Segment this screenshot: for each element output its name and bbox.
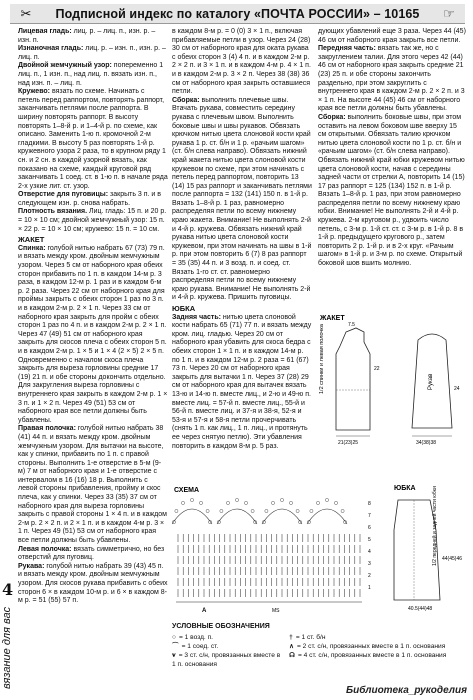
legend-text: = 2 ст. с/н, провязанных вместе в 1 п. основания (296, 643, 446, 650)
paragraph (18, 208, 168, 234)
paragraph (18, 88, 168, 191)
paragraph-heading: Задняя часть: (172, 313, 221, 321)
chain-stitch-mark (175, 509, 178, 512)
legend-text: = 1 соед. ст. (181, 643, 219, 650)
hand-pointer-icon: ☞ (443, 5, 455, 21)
paragraph-text: вязать по схеме. Начинать с петель перед раппортом, повторять раппорт, заканчивать петлями после раппорта. В ширину повторять раппорт. В высоту повторять 1–8-й р. и 1–4-й р. по схеме, как описано. Заменить 1-ю п. кромочной 2-м гладкими. В высоту 5 раз повторять 1-й р. кружевного узора 2 раза, то в крупном ряду 1 сн. и 2 сн. в каждой узорной вязать, как показано на схеме, каждый круговой ряд заканчивать 1 соед. ст. в 1-ю п. в начале ряда 2-х узкие лит. ст. узор. (18, 88, 168, 190)
legend-item (172, 642, 283, 651)
sidebar (0, 580, 16, 695)
chain-stitch-mark (271, 501, 274, 504)
chain-stitch-mark (265, 509, 268, 512)
chain-stitch-mark (190, 498, 193, 501)
paragraph-text: закрыть 3 п. и в следующем изн. р. снова набрать. (18, 191, 162, 207)
scissors-icon: ✂ (20, 5, 32, 21)
paragraph-text: голубой нитью набрать 38 (41) 44 п. и вязать между кром. двойным жемчужным узором. Для вытачки на высоте, как у спинки, прибавить по 1 п. с правой стороны. Выполнить 1-е отверстие в 5-м (9-м) 7 м от наборного края и 1-е отверстие с интервалом в 16 (16) 18 р. Выполнить с левой стороны прибавления, пройму и скос плеча, как у спинки. Через 33 (35) 37 см от наборного края для выреза горловины закрыть с правой стороны 1 × 4 п. и в каждом 2-м р. 2 × 2 п. и 2 × 1 п. и в каждом 4-м р. 3 × 1 п. Через 49 (51) 53 см от наборного края все петли должны быть убавлены. (18, 425, 167, 545)
paragraph-heading: Лицевая гладь: (18, 28, 72, 35)
chart-row-number: 6 (368, 525, 371, 531)
dim-label: 24 (454, 386, 460, 392)
jacket-width-label: 21(23)25 (338, 440, 359, 446)
symbol-legend (172, 622, 467, 669)
chart-row-number: 5 (368, 537, 371, 543)
chain-stitch-mark (181, 501, 184, 504)
legend-item (172, 651, 283, 669)
paragraph-text: лиц. р. – изн. п., изн. р. – лиц. п. (18, 45, 166, 61)
paragraph-heading: Рукава: (18, 562, 45, 570)
page-title: Подписной индекс по каталогу «ПОЧТА РОССИИ» – 10165 (55, 6, 420, 21)
chain-stitch-mark (244, 501, 247, 504)
text-column-3 (318, 28, 466, 269)
chain-stitch-mark (325, 498, 328, 501)
paragraph-heading: Двойной жемчужный узор: (18, 62, 112, 70)
paragraph-text: Лиц. гладь: 15 п. и 20 р. = 10 × 10 см; двойной жемчужный узор: 15 п. × 22 р. = 10 × 10 см; кружево: 15 п. = 10 см. (18, 208, 167, 233)
legend-item (289, 642, 467, 651)
paragraph (18, 563, 168, 606)
paragraph (318, 45, 466, 114)
paragraph-text: выполнить плечевые швы. Втачать рукава, совместить середину рукава с плечевым швом. Выполнить боковые швы и швы рукавов. Обвязать крючком нитью цвета слоновой кости край рукава 1 р. ст. б/н и 1 р. «рачьим шагом» (ст. б/н слева направо). Обвязать нижний край жакета нитью цвета слоновой кости кружевом по схеме, при этом начинать с петель перед раппортом, повторить 13 (14) 15 раз раппорт и заканчивать петлями после раппорта = 132 (141) 150 п. в 1-й р. Вязать 1–8-й р. 1 раз, равномерно распределяя петли по всему нижнему краю жакета. Внимание! Не выполнять 2-й и 4-й р. кружева. Обвязать нижний край рукава нитью цвета слоновой кости кружевом, при этом начинать на швы в 1-й р. при этом повторить 6 (7) 8 раз раппорт = 35 (35) 44 п. и 3 возд. п. и соед. ст. Вязать 1-го ст. ст. равномерно распределяя петли по всему нижнему краю рукава. Внимание! Не выполнять 2-й и 4-й р. кружева. Пришить пуговицы. (172, 96, 312, 302)
skirt-width-label: 40.5(44)48 (408, 606, 433, 612)
paragraph-text: голубой нитью набрать 39 (43) 45 п. и вязать между кром. двойным жемчужным узором. Для скосов рукава прибавить с обеих сторон 6 × в каждом 10-м р. и 6 × в каждом 8-м р. = 51 (55) 57 п. (18, 562, 168, 605)
paragraph-text: лиц. р. – лиц. п., изн. р. – изн. п. (18, 28, 156, 44)
chart-row-number: 2 (368, 573, 371, 579)
chain-stitch-mark (310, 509, 313, 512)
text-column-1 (18, 28, 168, 606)
sleeve-label: Рукав (428, 373, 434, 390)
paragraph-heading: Плотность вязания. (18, 208, 88, 216)
page-number: 4 (2, 580, 14, 599)
chain-stitch-mark (316, 501, 319, 504)
paragraph (18, 62, 168, 88)
legend-symbol: ⌒ (172, 643, 179, 650)
section-heading: ЖАКЕТ (18, 235, 45, 245)
paragraph (18, 28, 168, 45)
chain-stitch-mark (220, 509, 223, 512)
dim-label: 7.5 (348, 322, 355, 328)
legend-symbol: ☊ (289, 652, 295, 659)
paragraph-heading: Сборка: (318, 113, 346, 121)
skirt-pattern-diagram (380, 480, 468, 615)
paragraph-heading: Спинка: (18, 244, 46, 252)
chain-stitch-mark (341, 509, 344, 512)
chain-stitch-mark (296, 509, 299, 512)
scheme-title: СХЕМА (174, 487, 200, 494)
chain-stitch-mark (334, 501, 337, 504)
paragraph-heading: Кружево: (18, 88, 51, 96)
chart-row-number: 7 (368, 513, 371, 519)
chain-stitch-mark (206, 509, 209, 512)
paragraph-heading: Отверстие для пуговицы: (18, 191, 109, 199)
legend-symbol: ⩛ (172, 652, 176, 659)
watermark: Библиотека_рукоделия (346, 685, 467, 696)
sleeve-width-label: 34(38)38 (416, 440, 437, 446)
legend-symbol: ∧ (289, 643, 294, 650)
jacket-pattern-diagram (318, 310, 468, 450)
chain-stitch-mark (226, 501, 229, 504)
magazine-name: вязание для вас (1, 606, 13, 689)
paragraph (172, 314, 312, 452)
skirt-diagram-title: ЮБКА (394, 485, 416, 492)
legend-text: = 1 возд. п. (178, 634, 213, 641)
legend-text: = 1 ст. б/н (295, 634, 326, 641)
legend-item (289, 651, 467, 669)
paragraph (18, 546, 168, 563)
paragraph (18, 45, 168, 62)
paragraph (318, 114, 466, 269)
chart-row-number: 4 (368, 549, 371, 555)
paragraph-text: вязать так же, но с закруглением талии. Для этого через 42 (44) 46 см от наборного края закрыть средние 21 (23) 25 п. и обе стороны закончить раздельно, при этом закруглить с внутреннего края в каждом 2-м р. 2 × 2 п. и 3 × 1 п. На высоте 44 (45) 46 см от наборного края все петли должны быть убавлены. (318, 45, 465, 113)
repeat-label: MS (272, 608, 280, 614)
legend-symbol: ○ (172, 634, 176, 641)
lace-stitch-chart (172, 484, 378, 616)
chart-row-number: 3 (368, 561, 371, 567)
skirt-piece-label: 1/2 передней и задней части юбки (432, 486, 438, 566)
legend-text: = 4 ст. с/н, провязанных вместе в 1 п. основания (298, 652, 447, 659)
paragraph-heading: Сборка: (172, 96, 200, 104)
paragraph-text: в каждом 8-м р. = 0 (0) 3 × 1 п., включая прибавляемые петли в узор. Через 24 (28) 30 см от наборного края для оката рукава с обеих сторон 3 (4) 4 п. и в каждом 2-м р. 2 × 2 п. и 3 × 1 п. и в каждом 4-м р. 4 × 1 п. и в каждом 2-м р. 3 × 2 п. Через 38 (38) 36 см от наборного края закрыть оставшиеся петли. (172, 28, 311, 96)
jacket-body-outline (336, 328, 370, 430)
dim-label: 22 (374, 366, 380, 372)
chart-row-number: 8 (368, 501, 371, 507)
paragraph-text: нитью цвета слоновой кости набрать 65 (71) 77 п. и вязать между кром. лиц. гладью. Через 20 см от наборного края убавить для скоса бедра с обеих сторон 1 × 1 п. и в каждом 14-м р. по 1 п. и в каждом 12-м р. 2 раза = 61 (67) 73 п. Через 20 см от наборного края закрыть для вытачки 1 п. Через 37 (28) 29 см от наборного края для вытачек вязать 13-ю и 14-ю п. вместе лиц., и 2-ю и 49-ю п. вместе лиц. = 57-й п. вместе лиц., 55-й и 56-й п. вместе лиц. и 37-я и 38-я, 52-я и 53-я и 57-я и 58-я петли прочерчивать (снять 1 п. как лиц., 1 п. лиц., и протянуть ее через снятую петлю). Эти убавления повторить в каждом 8-м р. 5 раз. (172, 313, 312, 450)
page-header (10, 4, 465, 24)
paragraph (18, 425, 168, 545)
jacket-body-label: 1/2 спинки и левая полочка (319, 324, 325, 394)
chain-stitch-mark (289, 501, 292, 504)
paragraph (18, 245, 168, 425)
paragraph-heading: Передняя часть: (318, 45, 376, 53)
legend-symbol: † (289, 634, 293, 641)
paragraph-heading: Правая полочка: (18, 425, 76, 433)
paragraph-heading: Левая полочка: (18, 545, 72, 553)
skirt-height-label: 44(45)46 (442, 556, 463, 562)
chain-stitch-mark (199, 501, 202, 504)
legend-text: = 3 ст. с/н, провязанных вместе в 1 п. основания (172, 652, 281, 668)
paragraph-text: голубой нитью набрать 67 (73) 79 п. и вязать между кром. двойным жемчужным узором. Через 5 см от наборного края обеих сторон прибавить по 1 п. в каждом 14-м р. 3 раза, в каждом 12-м р. 1 раз и в каждом 6-м р. 2 раза. Через 22 см от наборного края для проймы закрыть с обеих сторон 1 раз по 3 п. и в каждом 2-м р. 2 × 1 п. Через 33 см от наборного края закрыть для пройм с обеих сторон 1 раз по 4 п. и в каждом 2-м р. 2 × 1 п. Через 47 (49) 51 см от наборного края закрыть для скосов плеча с обеих сторон 5 п. и в каждом 2-м р. 1 × 5 и 1 × 4 (2 × 5) 2 × 5 п. Одновременно с началом скоса плеча закрыть для выреза горловины средние 17 (19) 21 п. и обе стороны докончить отдельно. Для закругления выреза горловины с внутреннего края закрыть в каждом 2-м р. 1 × 3 п. и 1 × 2 п. Через 49 (51) 53 см от наборного края все петли должны быть убавлены. (18, 244, 168, 424)
start-arrow-label: A (202, 608, 207, 614)
chain-stitch-mark (235, 498, 238, 501)
legend-item (289, 633, 467, 642)
paragraph-text: дующих убавлений еще 3 раза. Через 44 (45) 46 см от наборного края закрыть все петли. (318, 28, 466, 44)
paragraph-text: вязать симметрично, но без отверстий для пуговиц. (18, 545, 165, 562)
paragraph (172, 97, 312, 303)
paragraph (318, 28, 466, 45)
paragraph-text: выполнить боковые швы, при этом оставить на левом боковом шве вверху 15 см открытыми. Обвязать талию крючком нитью цвета слоновой кости по 1 р. ст. б/н и «рачьим шагом» (ст. б/н слева направо). Обвязать нижний край юбки кружевом нитью цвета слоновой кости, начав с середины задней части от стрелки А, повторить 14 (15) 17 раз раппорт = 125 (134) 152 п. в 1-й р. Вязать 1–8-й р. 1 раз, при этом равномерно распределяя петли по всему нижнему краю юбки. Внимание! Не выполнять 2-й и 4-й р. кружева. 2-м круговом р., удвоить число петель, с 3-м р. 1-й ст. ст. с 3-м р. в 1-й р. 8 в 1-й р. предыдущего кругового р., затем повторить 2 р. 1-й р. и в 2-х круг. «Рачьим шагом» в 1-й р. и 3-м р. по схеме. Открытый боковой шов вшить молнию. (318, 113, 465, 268)
legend-item (172, 633, 283, 642)
legend-title: УСЛОВНЫЕ ОБОЗНАЧЕНИЯ (172, 623, 270, 630)
chain-stitch-mark (251, 509, 254, 512)
paragraph-heading: Изнаночная гладь: (18, 45, 84, 53)
jacket-diagram-title: ЖАКЕТ (320, 315, 345, 322)
paragraph-text: попеременно 1 лиц. п., 1 изн. п., над лиц. п. вязать изн. п., над изн. п. – лиц. п. (18, 62, 164, 87)
paragraph (18, 191, 168, 208)
chart-row-number: 1 (368, 585, 371, 591)
section-heading: ЮБКА (172, 304, 196, 313)
paragraph (172, 28, 312, 97)
chain-stitch-mark (280, 498, 283, 501)
text-column-2 (172, 28, 312, 451)
